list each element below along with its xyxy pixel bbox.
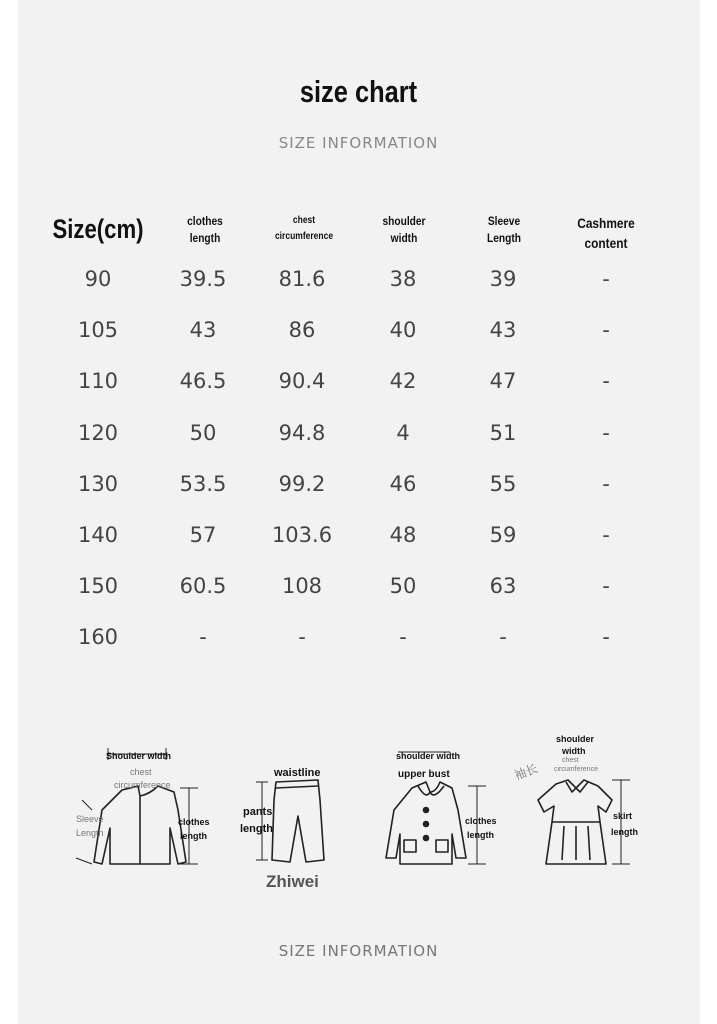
size-cell: 120 <box>77 420 119 445</box>
dress-skirt-length-label: length <box>611 827 638 837</box>
column-header-chest-circumference: chest circumference <box>274 215 334 242</box>
jacket-circumference-label: circumference <box>114 780 171 790</box>
table-cell: 63 <box>489 574 517 599</box>
dress-circumference-label: circumference <box>554 766 598 773</box>
table-cell: - <box>602 267 610 291</box>
table-cell: 90.4 <box>278 369 326 394</box>
size-cell: 110 <box>77 369 119 394</box>
table-cell: 57 <box>189 523 217 547</box>
table-cell: 48 <box>389 523 417 547</box>
table-cell: - <box>602 523 610 547</box>
column-header-shoulder-width: shoulder width <box>382 214 426 245</box>
page-subtitle: SIZE INFORMATION <box>278 134 439 152</box>
table-cell: 86 <box>288 318 316 343</box>
pants-diagram <box>256 780 324 862</box>
jacket-sleeve-length-label: Length <box>76 828 104 838</box>
size-cell: 160 <box>77 625 119 650</box>
size-cell: 140 <box>77 523 119 547</box>
table-cell: - <box>602 318 610 343</box>
size-cell: 90 <box>84 267 112 291</box>
dress-shoulder-label: shoulder <box>556 734 595 744</box>
jacket-shoulder-width-label: Shoulder width <box>106 751 171 761</box>
table-cell: 94.8 <box>278 420 326 445</box>
table-cell: - <box>602 369 610 394</box>
footer-size-information: SIZE INFORMATION <box>278 942 439 960</box>
size-cell: 105 <box>77 318 119 343</box>
table-cell: - <box>602 420 610 445</box>
table-cell: - <box>499 625 507 650</box>
size-column-header: Size(cm) <box>52 214 144 244</box>
dress-diagram <box>538 780 633 864</box>
jacket-sleeve-label: Sleeve <box>76 814 104 824</box>
table-cell: 40 <box>389 318 417 343</box>
coat-upper-bust-label: upper bust <box>398 769 450 780</box>
coat-shoulder-width-label: shoulder width <box>396 751 460 761</box>
table-cell: 38 <box>389 267 417 291</box>
size-cell: 150 <box>77 574 119 599</box>
pants-label: pants <box>243 806 273 818</box>
table-cell: 4 <box>396 420 410 445</box>
column-header-cashmere-content: Cashmere content <box>577 215 635 251</box>
table-cell: 39.5 <box>179 267 227 291</box>
coat-length-label: length <box>467 830 494 840</box>
dress-sleeve-cn-label: 袖长 <box>512 761 540 783</box>
table-cell: 60.5 <box>179 574 227 599</box>
dress-skirt-label: skirt <box>613 811 633 821</box>
table-cell: 103.6 <box>271 523 333 547</box>
table-cell: - <box>602 574 610 599</box>
table-cell: 43 <box>189 318 217 343</box>
jacket-clothes-label: clothes <box>178 817 210 827</box>
pants-waistline-label: waistline <box>274 767 321 779</box>
pants-length-label: length <box>240 823 273 835</box>
table-cell: 59 <box>489 523 517 547</box>
table-cell: - <box>298 625 306 650</box>
table-cell: 50 <box>189 420 217 445</box>
coat-clothes-label: clothes <box>465 816 497 826</box>
table-cell: 46 <box>389 471 417 496</box>
table-cell: 42 <box>389 369 417 394</box>
table-cell: 53.5 <box>179 471 227 496</box>
size-cell: 130 <box>77 471 119 496</box>
table-cell: 39 <box>489 267 517 291</box>
brand-watermark: Zhiwei <box>266 872 319 891</box>
column-header-clothes-length: clothes length <box>187 214 223 245</box>
table-cell: 81.6 <box>278 267 326 291</box>
dress-chest-label: chest <box>562 757 579 764</box>
table-cell: 51 <box>489 420 517 445</box>
page-title: size chart <box>299 74 418 109</box>
table-cell: 108 <box>281 574 323 599</box>
column-header-sleeve-length: Sleeve Length <box>487 214 521 245</box>
dress-width-label: width <box>562 746 586 756</box>
table-cell: - <box>602 625 610 650</box>
table-cell: 47 <box>489 369 517 394</box>
table-cell: - <box>602 471 610 496</box>
table-cell: 50 <box>389 574 417 599</box>
jacket-chest-label: chest <box>130 767 152 777</box>
jacket-clothes-length-label: length <box>180 831 207 841</box>
table-cell: 46.5 <box>179 369 227 394</box>
table-cell: 99.2 <box>278 471 326 496</box>
table-cell: 43 <box>489 318 517 343</box>
table-cell: - <box>199 625 207 650</box>
table-cell: - <box>399 625 407 650</box>
table-cell: 55 <box>489 471 517 496</box>
